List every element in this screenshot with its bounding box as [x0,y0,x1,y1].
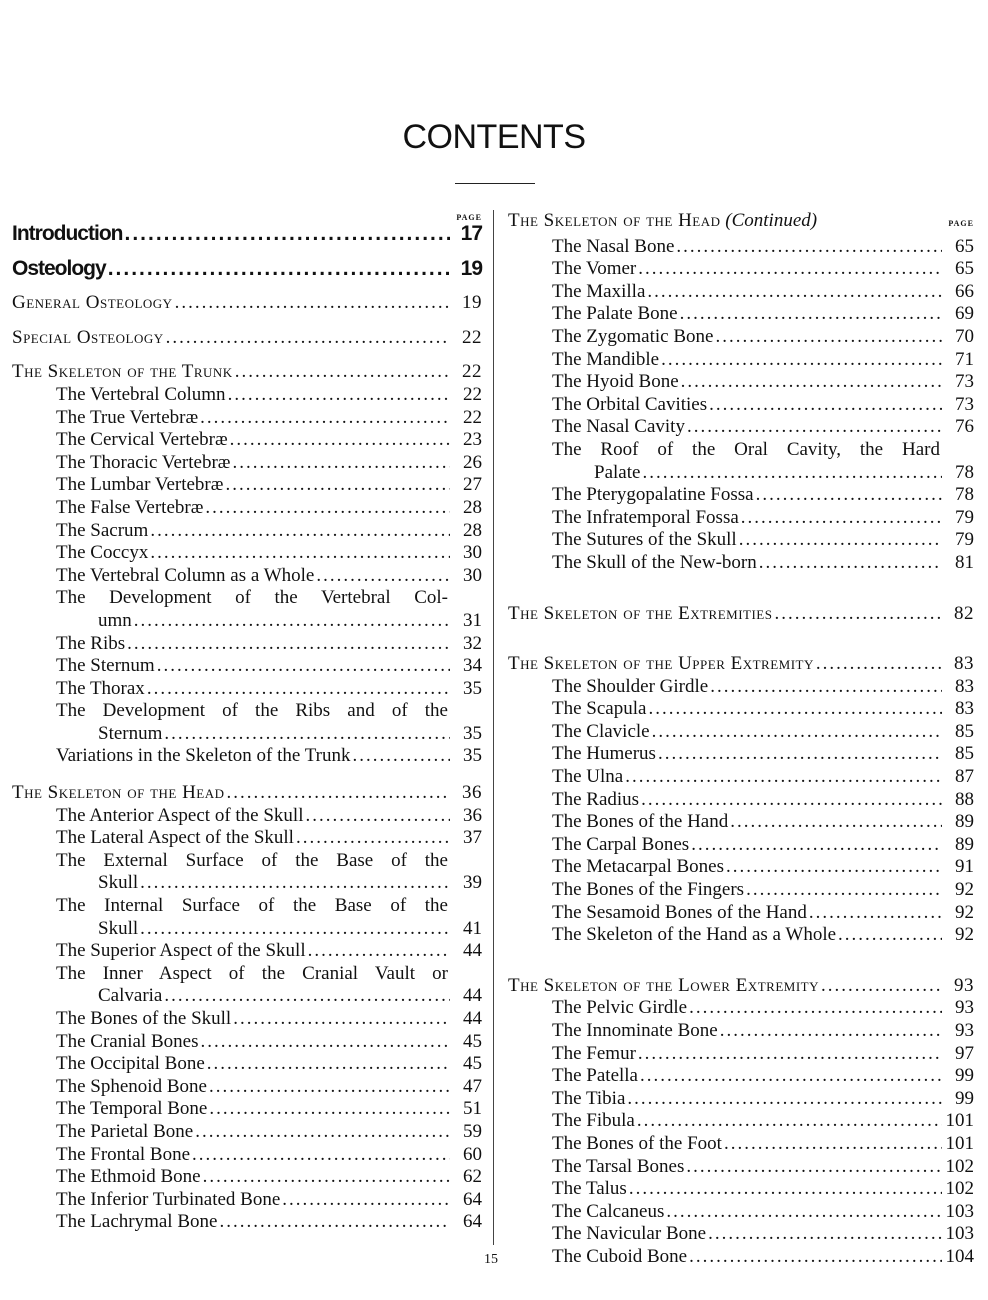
toc-entry-label: The Sternum [56,655,155,677]
toc-entry[interactable] [508,371,974,394]
page-title: CONTENTS [402,118,586,156]
toc-entry-label-line1: The Internal Surface of the Base of the [56,895,448,917]
toc-entry-label: The Inferior Turbinated Bone [56,1188,281,1210]
toc-entry[interactable] [12,633,482,656]
toc-entry-special-osteology[interactable] [12,327,482,350]
toc-entry-page: 31 [463,609,482,631]
toc-entry-label: The Ribs [56,632,126,654]
toc-entry[interactable] [508,1246,974,1269]
toc-entry-label: The Lumbar Vertebræ [56,474,224,496]
toc-entry-page: 78 [955,484,974,506]
toc-entry-page: 73 [955,393,974,415]
toc-entry-label: Sternum [98,722,163,744]
toc-entry-page: 26 [463,451,482,473]
toc-entry-label: Skull [98,917,139,939]
toc-entry-skeleton-head[interactable] [12,782,482,805]
toc-entry-label: The Superior Aspect of the Skull [56,940,306,962]
toc-entry-label: The Vertebral Column as a Whole [56,564,315,586]
toc-entry[interactable] [508,462,974,485]
toc-entry-label: The Navicular Bone [552,1223,707,1245]
continued-label: (Continued) [725,210,818,231]
toc-entry-label: The Tibia [552,1087,626,1109]
toc-entry[interactable] [12,1144,482,1167]
toc-entry-page: 92 [955,924,974,946]
toc-entry-label-line1: The Inner Aspect of the Cranial Vault or [56,962,448,984]
column-divider [493,210,494,1245]
toc-entry-page: 51 [463,1098,482,1120]
toc-entry-skeleton-extremities[interactable] [508,603,974,626]
toc-entry-page: 83 [955,698,974,720]
toc-entry[interactable] [508,349,974,372]
toc-entry[interactable] [508,484,974,507]
toc-entry-label: The Tarsal Bones [552,1155,685,1177]
toc-entry-page: 60 [463,1143,482,1165]
toc-entry-page: 17 [460,222,482,245]
toc-entry-label: The Clavicle [552,720,650,742]
toc-entry[interactable] [508,676,974,699]
toc-entry[interactable] [12,745,482,768]
toc-entry-page: 65 [955,235,974,257]
toc-entry-label: The Coccyx [56,542,149,564]
toc-entry-label: Palate [594,461,641,483]
toc-entry-page: 102 [945,1178,974,1200]
toc-entry[interactable] [508,834,974,857]
toc-entry-label: The True Vertebræ [56,406,199,428]
toc-entry[interactable] [508,743,974,766]
toc-entry[interactable] [508,1020,974,1043]
toc-entry-page: 44 [463,1008,482,1029]
toc-entry-label: The Bones of the Foot [552,1132,722,1154]
toc-entry-page: 36 [462,782,482,804]
toc-entry-label: Calvaria [98,985,163,1007]
toc-entry-label: The Skeleton of the Hand as a Whole [552,924,837,946]
toc-entry-page: 103 [945,1223,974,1245]
toc-entry-skeleton-lower-extremity[interactable] [508,975,974,998]
page-column-label: PAGE [456,213,482,222]
toc-entry-page: 79 [955,506,974,528]
toc-entry[interactable] [12,1031,482,1054]
toc-entry-page: 45 [463,1030,482,1052]
toc-entry[interactable] [508,1043,974,1066]
toc-entry[interactable] [12,872,482,895]
toc-entry-label: The Orbital Cavities [552,393,708,415]
toc-entry-label: The Fibula [552,1110,635,1132]
toc-entry[interactable] [508,507,974,530]
toc-left-column [12,210,482,1234]
toc-entry-page: 87 [955,766,974,788]
toc-entry-page: 27 [463,474,482,496]
toc-entry-label: The Sesamoid Bones of the Hand [552,901,807,923]
toc-entry-page: 89 [955,811,974,833]
toc-entry-page: 102 [945,1155,974,1177]
toc-entry-label: The Occipital Bone [56,1053,205,1075]
toc-entry[interactable] [508,326,974,349]
toc-entry-page: 89 [955,833,974,855]
toc-entry-label: The Anterior Aspect of the Skull [56,804,304,826]
toc-entry-label: The Temporal Bone [56,1098,208,1120]
toc-entry[interactable] [12,1121,482,1144]
toc-entry-label: umn [98,609,132,631]
toc-entry[interactable] [508,1156,974,1179]
toc-entry[interactable] [508,924,974,947]
toc-entry[interactable] [12,827,482,850]
toc-entry-label: The Skeleton of the Head [12,782,225,804]
toc-entry-page: 35 [463,722,482,744]
toc-entry[interactable] [12,452,482,475]
toc-entry-label: The Nasal Bone [552,235,675,257]
toc-entry[interactable] [508,1110,974,1133]
toc-entry-label: The Mandible [552,348,660,370]
toc-entry-label: The Hyoid Bone [552,371,679,393]
toc-entry-label: The Humerus [552,743,656,765]
toc-entry-label: The Pterygopalatine Fossa [552,484,754,506]
toc-entry-page: 34 [463,655,482,677]
toc-entry-label: The Cuboid Bone [552,1245,688,1267]
toc-entry-skeleton-head-continued[interactable] [508,210,974,236]
toc-entry-label: The Parietal Bone [56,1120,194,1142]
toc-entry-page: 23 [463,429,482,451]
toc-entry[interactable] [508,1201,974,1224]
toc-entry-page: 32 [463,632,482,654]
toc-entry-page: 70 [955,325,974,347]
toc-entry[interactable] [12,497,482,520]
toc-entry-page: 83 [954,653,974,675]
toc-entry[interactable] [12,610,482,633]
toc-entry-page: 28 [463,496,482,518]
toc-entry[interactable] [12,940,482,963]
toc-entry-page: 22 [462,326,482,348]
toc-entry-label: Variations in the Skeleton of the Trunk [56,745,351,767]
toc-entry[interactable] [508,1178,974,1201]
toc-entry-page: 62 [463,1166,482,1188]
toc-entry-page: 92 [955,901,974,923]
toc-entry-label: The Lachrymal Bone [56,1211,218,1233]
toc-entry-label: The Femur [552,1042,636,1064]
toc-entry-general-osteology[interactable] [12,292,482,315]
toc-entry[interactable] [508,258,974,281]
toc-entry-label: The Skeleton of the Extremities [508,602,773,624]
toc-entry-label: The Infratemporal Fossa [552,506,739,528]
toc-entry-label: General Osteology [12,292,173,314]
toc-entry-label: The Carpal Bones [552,833,690,855]
toc-entry[interactable] [12,542,482,565]
toc-entry[interactable] [12,1211,482,1234]
toc-entry[interactable] [12,520,482,543]
toc-entry-page: 35 [463,677,482,699]
toc-entry-page: 59 [463,1120,482,1142]
toc-entry[interactable] [12,918,482,941]
toc-entry-page: 88 [955,788,974,810]
toc-entry[interactable] [12,384,482,407]
toc-entry-page: 83 [955,675,974,697]
toc-entry-label: Osteology [12,256,106,280]
toc-entry[interactable] [508,303,974,326]
toc-entry[interactable] [12,1098,482,1121]
left-page-header [12,210,482,223]
toc-entry-label: The False Vertebræ [56,496,204,518]
toc-entry-page: 79 [955,529,974,551]
toc-entry-label: The Skull of the New-born [552,551,757,573]
toc-entry-label: The Sutures of the Skull [552,529,737,551]
toc-entry[interactable] [508,552,974,575]
toc-entry[interactable] [12,1053,482,1076]
toc-entry-label: The Zygomatic Bone [552,325,714,347]
toc-entry-page: 44 [463,940,482,962]
toc-entry-label: Special Osteology [12,326,164,348]
toc-entry-page: 85 [955,743,974,765]
toc-entry[interactable] [508,416,974,439]
toc-entry-page: 30 [463,542,482,564]
toc-entry-label-line1: The Roof of the Oral Cavity, the Hard [552,438,940,460]
toc-entry-label: The Calcaneus [552,1200,665,1222]
toc-entry-page: 19 [462,292,482,314]
toc-entry-label: The Skeleton of the Lower Extremity [508,974,819,996]
toc-entry-page: 78 [955,461,974,483]
toc-entry-page: 22 [463,383,482,405]
toc-entry-label: The Pelvic Girdle [552,997,688,1019]
toc-entry-page: 82 [954,602,974,624]
toc-entry-label: The Palate Bone [552,303,678,325]
toc-entry[interactable] [508,1223,974,1246]
toc-entry-page: 28 [463,519,482,541]
toc-entry-page: 99 [955,1087,974,1109]
toc-entry-label: The Talus [552,1178,627,1200]
toc-entry-page: 64 [463,1211,482,1233]
toc-entry-label: The Bones of the Fingers [552,879,745,901]
toc-entry-introduction[interactable] [12,223,482,246]
toc-entry-page: 66 [955,280,974,302]
toc-entry-label: The Innominate Bone [552,1020,718,1041]
toc-entry[interactable] [508,1088,974,1111]
toc-entry-label: The Thorax [56,677,145,699]
toc-right-column [508,210,974,1269]
toc-entry-label-line1: The External Surface of the Base of the [56,849,448,871]
toc-entry-page: 101 [945,1110,974,1132]
toc-entry[interactable] [12,678,482,701]
toc-entry-page: 93 [954,974,974,996]
toc-entry[interactable] [508,856,974,879]
toc-entry[interactable] [12,429,482,452]
toc-entry-label: The Nasal Cavity [552,416,685,438]
toc-entry-page: 45 [463,1053,482,1075]
toc-entry[interactable] [508,811,974,834]
toc-entry-label: The Radius [552,788,640,810]
toc-entry-page: 93 [955,997,974,1019]
toc-entry[interactable] [12,723,482,746]
toc-entry[interactable] [508,281,974,304]
toc-entry[interactable] [12,1076,482,1099]
toc-entry-label: The Shoulder Girdle [552,675,709,697]
toc-entry-label: Introduction [12,222,123,245]
toc-entry-skeleton-trunk[interactable] [12,361,482,384]
toc-entry-osteology[interactable] [12,258,482,281]
toc-entry-page: 99 [955,1065,974,1087]
toc-entry[interactable] [12,474,482,497]
toc-entry-label: The Thoracic Vertebræ [56,451,231,473]
toc-entry-page: 44 [463,985,482,1007]
toc-entry[interactable] [508,789,974,812]
toc-entry-page: 76 [955,416,974,438]
page-number: 15 [484,1252,498,1267]
toc-entry-page: 101 [945,1132,974,1154]
toc-entry-page: 93 [955,1020,974,1041]
toc-entry-page: 64 [463,1188,482,1210]
toc-entry[interactable] [12,655,482,678]
toc-entry-label: The Maxilla [552,280,646,302]
toc-entry[interactable] [508,766,974,789]
toc-entry-page: 104 [945,1245,974,1267]
toc-entry-page: 22 [462,361,482,383]
toc-entry-page: 47 [463,1075,482,1097]
toc-entry[interactable] [508,236,974,259]
toc-entry[interactable] [508,529,974,552]
toc-entry[interactable] [508,394,974,417]
toc-entry-label: The Cervical Vertebræ [56,429,228,451]
toc-entry[interactable] [508,879,974,902]
toc-entry-label: Skull [98,872,139,894]
toc-entry-page: 41 [463,917,482,939]
page-column-label: PAGE [948,219,974,228]
toc-entry-label: The Metacarpal Bones [552,856,724,878]
title-rule [455,183,535,184]
toc-entry[interactable] [508,902,974,925]
toc-entry-page: 39 [463,872,482,894]
toc-entry-label: The Scapula [552,698,647,720]
toc-entry-page: 36 [463,804,482,826]
toc-entry-label: The Sacrum [56,519,149,541]
toc-entry-label: The Lateral Aspect of the Skull [56,827,294,849]
toc-entry-label: The Bones of the Hand [552,811,729,833]
toc-entry-page: 81 [955,551,974,573]
toc-entry-page: 30 [463,564,482,586]
toc-entry-page: 73 [955,371,974,393]
toc-entry-page: 19 [460,256,482,280]
toc-entry[interactable] [12,1166,482,1189]
toc-entry-label-line1: The Development of the Vertebral Col- [56,587,448,609]
toc-entry-label: The Skeleton of the Head [508,210,721,231]
toc-entry-label: The Skeleton of the Trunk [12,361,233,383]
toc-entry-page: 69 [955,303,974,325]
toc-entry-label: The Cranial Bones [56,1030,199,1052]
toc-entry-label: The Bones of the Skull [56,1008,232,1029]
toc-entry-page: 97 [955,1042,974,1064]
toc-entry-page: 92 [955,879,974,901]
toc-entry[interactable] [12,407,482,430]
toc-entry-label-line1: The Development of the Ribs and of the [56,700,448,722]
toc-entry-skeleton-upper-extremity[interactable] [508,653,974,676]
toc-entry[interactable] [508,1133,974,1156]
toc-entry[interactable] [508,997,974,1020]
toc-entry[interactable] [12,985,482,1008]
toc-entry[interactable] [508,1065,974,1088]
toc-entry-label: The Ethmoid Bone [56,1166,201,1188]
toc-entry[interactable] [12,805,482,828]
toc-entry-label: The Vertebral Column [56,383,226,405]
toc-entry-page: 91 [955,856,974,878]
toc-entry[interactable] [12,1189,482,1212]
toc-entry-label: The Patella [552,1065,638,1087]
toc-entry[interactable] [12,1008,482,1031]
toc-entry-page: 71 [955,348,974,370]
toc-entry-label: The Ulna [552,766,624,788]
toc-entry-label: The Frontal Bone [56,1143,191,1165]
toc-entry-page: 35 [463,745,482,767]
toc-entry-page: 22 [463,406,482,428]
toc-entry-page: 37 [463,827,482,849]
toc-entry-label: The Sphenoid Bone [56,1075,207,1097]
toc-entry-page: 103 [945,1200,974,1222]
toc-entry[interactable] [508,721,974,744]
toc-entry[interactable] [508,698,974,721]
toc-entry-label: The Skeleton of the Upper Extremity [508,653,814,675]
toc-entry[interactable] [12,565,482,588]
toc-entry-label: The Vomer [552,258,637,280]
toc-entry-page: 65 [955,258,974,280]
toc-entry-page: 85 [955,720,974,742]
